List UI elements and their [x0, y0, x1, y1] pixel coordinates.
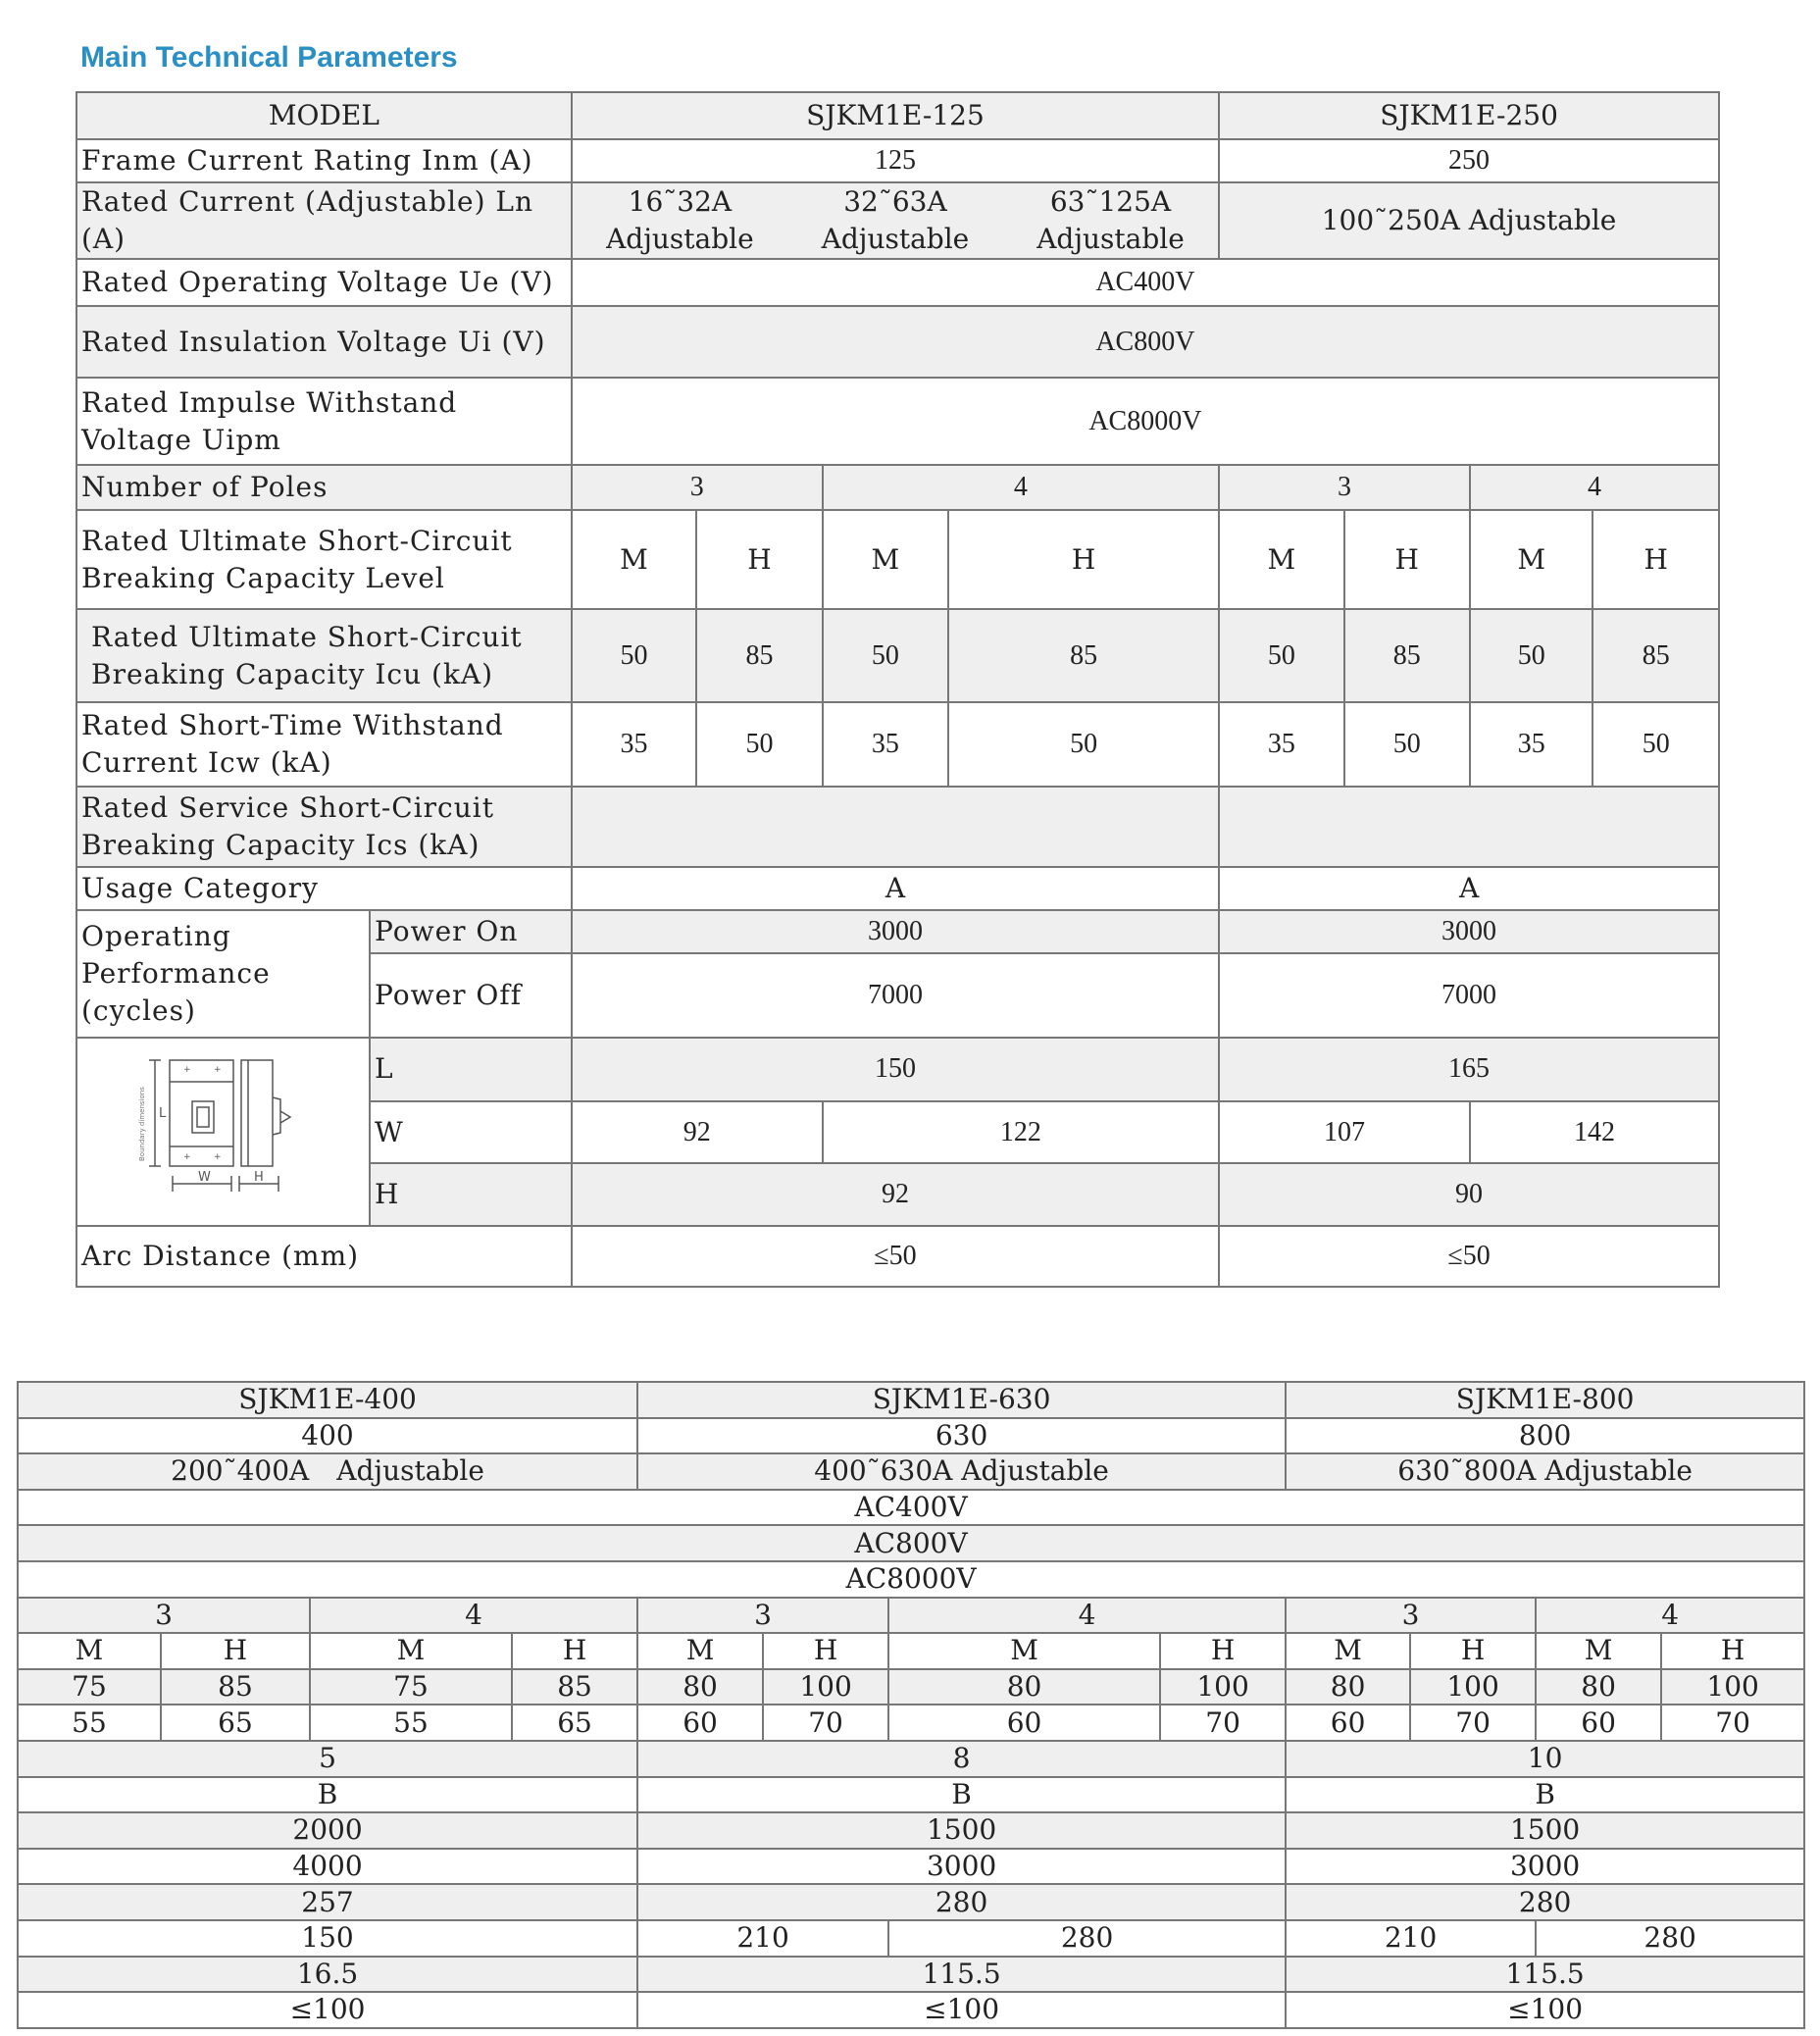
- operating-voltage-label: Rated Operating Voltage Ue (V): [76, 259, 572, 306]
- dim-w-value: 122: [823, 1101, 1219, 1164]
- row-breaking-level: [76, 510, 1719, 609]
- rated-current-250: 100˜250A Adjustable: [1219, 182, 1719, 259]
- row-dim-l: [76, 1038, 1719, 1101]
- ics-400: 5: [18, 1741, 637, 1777]
- arc-distance-400: ≤100: [18, 1992, 637, 2028]
- power-on-630: 1500: [637, 1812, 1286, 1849]
- ics-630: 8: [637, 1741, 1286, 1777]
- row2-frame-current: [18, 1418, 1804, 1454]
- row-operating-voltage: [76, 259, 1719, 306]
- icw-label: Rated Short-Time Withstand Current Icw (kA): [76, 702, 572, 787]
- icw-value: 60: [1536, 1705, 1661, 1741]
- poles-value: 3: [637, 1598, 888, 1634]
- row2-arc-distance: [18, 1992, 1804, 2028]
- usage-category-400: B: [18, 1777, 637, 1813]
- usage-category-800: B: [1286, 1777, 1804, 1813]
- breaking-level-value: H: [1160, 1633, 1286, 1669]
- row2-dim-l: [18, 1884, 1804, 1920]
- icu-value: 100: [1661, 1669, 1804, 1705]
- icw-value: 65: [512, 1705, 637, 1741]
- operating-performance-label: Operating Performance (cycles): [76, 910, 370, 1038]
- page-title: Main Technical Parameters: [80, 41, 458, 74]
- breaking-level-value: H: [1592, 510, 1719, 609]
- rated-current-125: [572, 182, 1219, 259]
- icw-value: 35: [572, 702, 696, 787]
- icu-value: 85: [1592, 609, 1719, 702]
- rated-current-630: 400˜630A Adjustable: [637, 1453, 1286, 1490]
- power-off-400: 4000: [18, 1849, 637, 1885]
- icu-value: 100: [763, 1669, 888, 1705]
- icu-value: 50: [823, 609, 948, 702]
- frame-current-630: 630: [637, 1418, 1286, 1454]
- frame-current-250: 250: [1219, 139, 1719, 182]
- row-insulation-voltage: [76, 306, 1719, 378]
- breaker-dimension-icon: [135, 1039, 312, 1215]
- operating-voltage-value: AC400V: [18, 1490, 1804, 1526]
- dim-h-125: 92: [572, 1163, 1219, 1226]
- diagram-h-label: H: [253, 1170, 264, 1185]
- row-frame-current: [76, 139, 1719, 182]
- poles-value: 4: [1470, 465, 1719, 510]
- insulation-voltage-value: AC800V: [572, 306, 1719, 378]
- breaking-level-value: M: [310, 1633, 512, 1669]
- icu-value: 75: [310, 1669, 512, 1705]
- breaking-level-label: Rated Ultimate Short-Circuit Breaking Capacity Level: [76, 510, 572, 609]
- row2-rated-current: [18, 1453, 1804, 1490]
- row-ics: [76, 787, 1719, 867]
- power-on-400: 2000: [18, 1812, 637, 1849]
- dim-w-value: 142: [1470, 1101, 1719, 1164]
- power-off-label: Power Off: [370, 953, 572, 1038]
- row-model: [76, 92, 1719, 139]
- impulse-voltage-label: Rated Impulse Withstand Voltage Uipm: [76, 378, 572, 465]
- icu-label: Rated Ultimate Short-Circuit Breaking Capacity Icu (kA): [76, 609, 572, 702]
- breaking-level-value: M: [637, 1633, 763, 1669]
- icw-value: 50: [1344, 702, 1470, 787]
- icw-value: 50: [948, 702, 1219, 787]
- icu-value: 85: [512, 1669, 637, 1705]
- poles-value: 3: [1219, 465, 1470, 510]
- icu-value: 100: [1160, 1669, 1286, 1705]
- breaking-level-value: M: [823, 510, 948, 609]
- icu-value: 85: [1344, 609, 1470, 702]
- row-poles: [76, 465, 1719, 510]
- dim-l-label: L: [370, 1038, 572, 1101]
- dim-w-value: 107: [1219, 1101, 1470, 1164]
- model-125: SJKM1E-125: [572, 92, 1219, 139]
- ics-125: [572, 787, 1219, 867]
- icu-value: 80: [637, 1669, 763, 1705]
- breaking-level-value: M: [888, 1633, 1160, 1669]
- dim-w-value: 150: [18, 1920, 637, 1957]
- svg-text:+: +: [182, 1152, 191, 1162]
- row2-usage-category: [18, 1777, 1804, 1813]
- dim-w-value: 210: [637, 1920, 888, 1957]
- poles-value: 3: [572, 465, 823, 510]
- arc-distance-800: ≤100: [1286, 1992, 1804, 2028]
- row2-dim-w: [18, 1920, 1804, 1957]
- breaking-level-value: H: [161, 1633, 310, 1669]
- icu-value: 85: [161, 1669, 310, 1705]
- dim-w-value: 210: [1286, 1920, 1536, 1957]
- frame-current-800: 800: [1286, 1418, 1804, 1454]
- breaking-level-value: M: [18, 1633, 161, 1669]
- dim-l-630: 280: [637, 1884, 1286, 1920]
- poles-value: 3: [1286, 1598, 1536, 1634]
- poles-value: 4: [888, 1598, 1286, 1634]
- breaking-level-value: M: [572, 510, 696, 609]
- impulse-voltage-value: AC8000V: [18, 1561, 1804, 1598]
- icw-value: 55: [18, 1705, 161, 1741]
- row2-ics: [18, 1741, 1804, 1777]
- breaking-level-value: H: [512, 1633, 637, 1669]
- usage-category-630: B: [637, 1777, 1286, 1813]
- icu-value: 85: [948, 609, 1219, 702]
- icu-value: 50: [572, 609, 696, 702]
- row-arc-distance: [76, 1226, 1719, 1287]
- frame-current-label: Frame Current Rating Inm (A): [76, 139, 572, 182]
- operating-voltage-value: AC400V: [572, 259, 1719, 306]
- dim-l-250: 165: [1219, 1038, 1719, 1101]
- arc-distance-label: Arc Distance (mm): [76, 1226, 572, 1287]
- breaking-level-value: H: [1661, 1633, 1804, 1669]
- model-250: SJKM1E-250: [1219, 92, 1719, 139]
- parameters-table-2: [17, 1381, 1805, 2029]
- breaking-level-value: M: [1286, 1633, 1410, 1669]
- diagram-w-label: W: [197, 1170, 211, 1185]
- icu-value: 75: [18, 1669, 161, 1705]
- dimension-diagram: [76, 1038, 370, 1226]
- poles-label: Number of Poles: [76, 465, 572, 510]
- row2-icu: [18, 1669, 1804, 1705]
- model-label: MODEL: [76, 92, 572, 139]
- icw-value: 35: [1470, 702, 1592, 787]
- row2-power-off: [18, 1849, 1804, 1885]
- row2-dim-h: [18, 1957, 1804, 1993]
- row-impulse-voltage: [76, 378, 1719, 465]
- dim-h-250: 90: [1219, 1163, 1719, 1226]
- power-on-250: 3000: [1219, 910, 1719, 953]
- model-800: SJKM1E-800: [1286, 1382, 1804, 1418]
- row-power-on: [76, 910, 1719, 953]
- icu-value: 80: [1286, 1669, 1410, 1705]
- rated-current-125-range-1: 16˜32A Adjustable: [606, 185, 754, 255]
- rated-current-125-range-2: 32˜63A Adjustable: [821, 185, 970, 255]
- dim-h-label: H: [370, 1163, 572, 1226]
- breaking-level-value: H: [1344, 510, 1470, 609]
- row2-impulse-voltage: [18, 1561, 1804, 1598]
- model-630: SJKM1E-630: [637, 1382, 1286, 1418]
- icw-value: 70: [763, 1705, 888, 1741]
- dim-w-label: W: [370, 1101, 572, 1164]
- svg-text:+: +: [182, 1065, 191, 1075]
- row2-operating-voltage: [18, 1490, 1804, 1526]
- icu-value: 80: [888, 1669, 1160, 1705]
- arc-distance-630: ≤100: [637, 1992, 1286, 2028]
- breaking-level-value: H: [948, 510, 1219, 609]
- insulation-voltage-label: Rated Insulation Voltage Ui (V): [76, 306, 572, 378]
- power-off-250: 7000: [1219, 953, 1719, 1038]
- dim-l-125: 150: [572, 1038, 1219, 1101]
- icw-value: 35: [1219, 702, 1343, 787]
- icu-value: 80: [1536, 1669, 1661, 1705]
- dim-w-value: 280: [888, 1920, 1286, 1957]
- icw-value: 50: [696, 702, 822, 787]
- power-on-125: 3000: [572, 910, 1219, 953]
- parameters-table-1: [76, 91, 1720, 1288]
- breaking-level-value: H: [696, 510, 822, 609]
- row-usage-category: [76, 867, 1719, 910]
- breaking-level-value: M: [1219, 510, 1343, 609]
- dim-l-400: 257: [18, 1884, 637, 1920]
- rated-current-label: Rated Current (Adjustable) Ln (A): [76, 182, 572, 259]
- poles-value: 4: [823, 465, 1219, 510]
- power-on-label: Power On: [370, 910, 572, 953]
- icw-value: 70: [1160, 1705, 1286, 1741]
- icw-value: 65: [161, 1705, 310, 1741]
- usage-category-label: Usage Category: [76, 867, 572, 910]
- power-off-630: 3000: [637, 1849, 1286, 1885]
- power-off-800: 3000: [1286, 1849, 1804, 1885]
- row-icw: [76, 702, 1719, 787]
- usage-category-250: A: [1219, 867, 1719, 910]
- breaking-level-value: H: [1410, 1633, 1536, 1669]
- breaking-level-value: H: [763, 1633, 888, 1669]
- arc-distance-125: ≤50: [572, 1226, 1219, 1287]
- dim-h-630: 115.5: [637, 1957, 1286, 1993]
- dim-h-400: 16.5: [18, 1957, 637, 1993]
- row2-breaking-level: [18, 1633, 1804, 1669]
- ics-250: [1219, 787, 1719, 867]
- row2-icw: [18, 1705, 1804, 1741]
- row2-insulation-voltage: [18, 1525, 1804, 1561]
- model-400: SJKM1E-400: [18, 1382, 637, 1418]
- impulse-voltage-value: AC8000V: [572, 378, 1719, 465]
- icw-value: 50: [1592, 702, 1719, 787]
- row-icu: [76, 609, 1719, 702]
- dim-h-800: 115.5: [1286, 1957, 1804, 1993]
- rated-current-125-range-3: 63˜125A Adjustable: [1036, 185, 1185, 255]
- rated-current-400: 200˜400A Adjustable: [18, 1453, 637, 1490]
- icw-value: 70: [1661, 1705, 1804, 1741]
- row2-models: [18, 1382, 1804, 1418]
- icu-value: 50: [1219, 609, 1343, 702]
- frame-current-125: 125: [572, 139, 1219, 182]
- svg-text:+: +: [213, 1152, 222, 1162]
- icw-value: 60: [1286, 1705, 1410, 1741]
- icw-value: 55: [310, 1705, 512, 1741]
- breaking-level-value: M: [1536, 1633, 1661, 1669]
- power-off-125: 7000: [572, 953, 1219, 1038]
- icu-value: 100: [1410, 1669, 1536, 1705]
- frame-current-400: 400: [18, 1418, 637, 1454]
- diagram-l-label: L: [158, 1106, 166, 1121]
- icw-value: 60: [637, 1705, 763, 1741]
- dim-w-value: 280: [1536, 1920, 1804, 1957]
- diagram-side-label: Boundary dimensions: [137, 1087, 146, 1161]
- icw-value: 70: [1410, 1705, 1536, 1741]
- arc-distance-250: ≤50: [1219, 1226, 1719, 1287]
- usage-category-125: A: [572, 867, 1219, 910]
- icu-value: 85: [696, 609, 822, 702]
- icw-value: 35: [823, 702, 948, 787]
- icw-value: 60: [888, 1705, 1160, 1741]
- row-rated-current: [76, 182, 1719, 259]
- poles-value: 4: [310, 1598, 637, 1634]
- ics-800: 10: [1286, 1741, 1804, 1777]
- rated-current-800: 630˜800A Adjustable: [1286, 1453, 1804, 1490]
- insulation-voltage-value: AC800V: [18, 1525, 1804, 1561]
- dim-w-value: 92: [572, 1101, 823, 1164]
- icu-value: 50: [1470, 609, 1592, 702]
- poles-value: 3: [18, 1598, 310, 1634]
- power-on-800: 1500: [1286, 1812, 1804, 1849]
- dim-l-800: 280: [1286, 1884, 1804, 1920]
- ics-label: Rated Service Short-Circuit Breaking Capacity Ics (kA): [76, 787, 572, 867]
- poles-value: 4: [1536, 1598, 1804, 1634]
- svg-text:+: +: [213, 1065, 222, 1075]
- row2-power-on: [18, 1812, 1804, 1849]
- breaking-level-value: M: [1470, 510, 1592, 609]
- row2-poles: [18, 1598, 1804, 1634]
